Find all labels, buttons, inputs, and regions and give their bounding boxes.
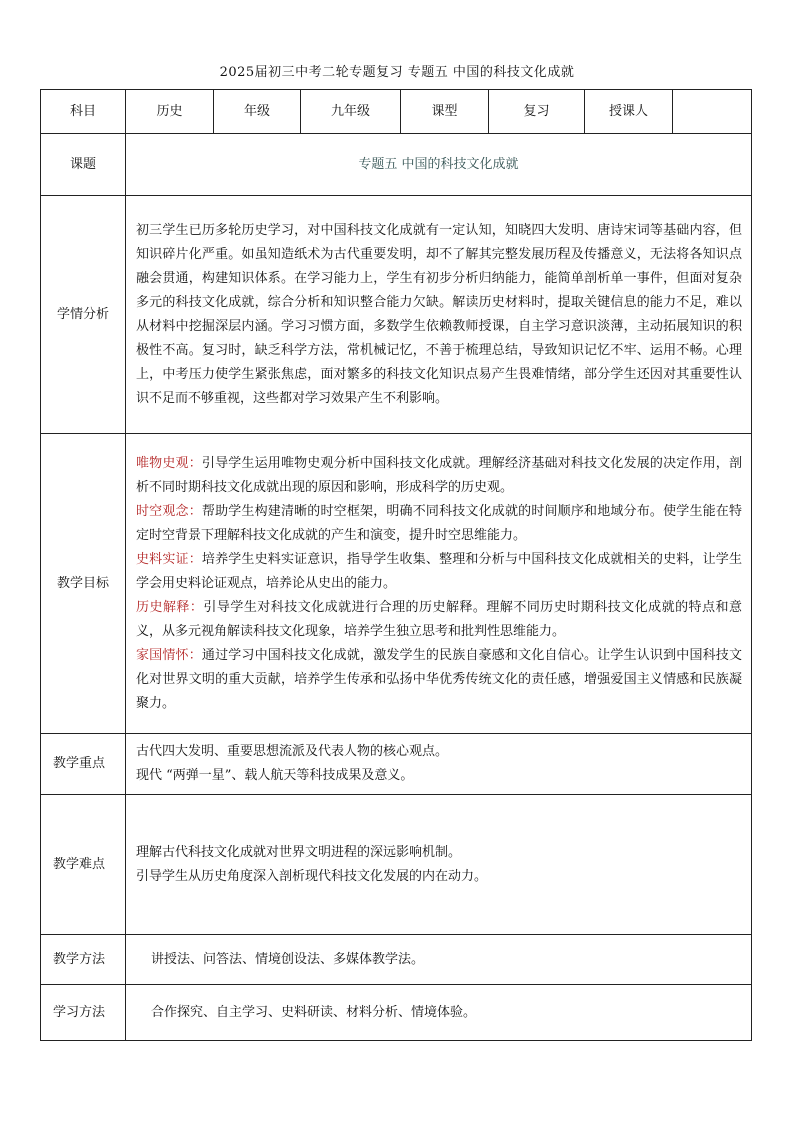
goal-key: 家国情怀： (136, 647, 202, 663)
student-analysis-row (41, 196, 752, 434)
student-analysis-text: 初三学生已历多轮历史学习，对中国科技文化成就有一定认知，知晓四大发明、唐诗宋词等基础内容，但知识碎片化严重。如虽知造纸术为古代重要发明，却不了解其完整发展历程及传播意义，无法将各知识点融会贯通，构建知识体系。在学习能力上，学生有初步分析归纳能力，能简单剖析单一事件，但面对复杂多元的科技文化成就，综合分析和知识整合能力欠缺。解读历史材料时，提取关键信息的能力不足，难以从材料中挖掘深层内涵。学习习惯方面，多数学生依赖教师授课，自主学习意识淡薄，主动拓展知识的积极性不高。复习时，缺乏科学方法，常机械记忆，不善于梳理总结，导致知识记忆不牢、运用不畅。心理上，中考压力使学生紧张焦虑，面对繁多的科技文化知识点易产生畏难情绪，部分学生还因对其重要性认识不足而不够重视，这些都对学习效果产生不利影响。 (126, 196, 752, 434)
topic-label: 课题 (41, 134, 126, 196)
subject-value: 历史 (126, 90, 214, 134)
key-points-row (41, 734, 752, 795)
teaching-goals-label: 教学目标 (41, 434, 126, 734)
lesson-type-label: 课型 (401, 90, 489, 134)
teaching-goals-row (41, 434, 752, 734)
goal-item (136, 596, 742, 644)
goal-text: 引导学生对科技文化成就进行合理的历史解释。理解不同历史时期科技文化成就的特点和意义，从多元视角解读科技文化现象，培养学生独立思考和批判性思维能力。 (136, 599, 742, 639)
goal-key: 历史解释： (136, 599, 204, 615)
learning-methods-row (41, 985, 752, 1041)
teaching-methods-row (41, 935, 752, 985)
grade-value: 九年级 (301, 90, 401, 134)
goal-key: 时空观念： (136, 503, 202, 519)
key-point-line: 古代四大发明、重要思想流派及代表人物的核心观点。 (136, 744, 449, 759)
student-analysis-label: 学情分析 (41, 196, 126, 434)
difficult-points-content (126, 795, 752, 935)
grade-label: 年级 (214, 90, 301, 134)
learning-methods-label: 学习方法 (41, 985, 126, 1041)
difficult-points-label: 教学难点 (41, 795, 126, 935)
teacher-value (673, 90, 752, 134)
difficult-points-row (41, 795, 752, 935)
difficult-point-line: 引导学生从历史角度深入剖析现代科技文化发展的内在动力。 (136, 868, 488, 884)
key-point-line: 现代 “两弹一星”、载人航天等科技成果及意义。 (136, 768, 414, 783)
teaching-goals-content (126, 434, 752, 734)
goal-item (136, 644, 742, 716)
page-title: 2025届初三中考二轮专题复习 专题五 中国的科技文化成就 (219, 65, 575, 80)
key-points-content (126, 734, 752, 795)
goal-text: 帮助学生构建清晰的时空框架，明确不同科技文化成就的时间顺序和地域分布。使学生能在特定时空背景下理解科技文化成就的产生和演变，提升时空思维能力。 (136, 503, 742, 543)
goal-text: 通过学习中国科技文化成就，激发学生的民族自豪感和文化自信心。让学生认识到中国科技文化对世界文明的重大贡献，培养学生传承和弘扬中华优秀传统文化的责任感，增强爱国主义情感和民族凝聚力。 (136, 647, 742, 711)
header-row (41, 90, 752, 134)
teacher-label: 授课人 (585, 90, 673, 134)
learning-methods-text: 合作探究、自主学习、史料研读、材料分析、情境体验。 (126, 985, 752, 1041)
subject-label: 科目 (41, 90, 126, 134)
goal-item (136, 548, 742, 596)
goal-item (136, 500, 742, 548)
topic-value: 专题五 中国的科技文化成就 (126, 134, 752, 196)
goal-key: 史料实证： (136, 551, 202, 567)
teaching-methods-text: 讲授法、问答法、情境创设法、多媒体教学法。 (126, 935, 752, 985)
topic-row (41, 134, 752, 196)
goal-key: 唯物史观： (136, 455, 202, 471)
lesson-type-value: 复习 (489, 90, 585, 134)
difficult-point-line: 理解古代科技文化成就对世界文明进程的深远影响机制。 (136, 844, 462, 860)
teaching-methods-label: 教学方法 (41, 935, 126, 985)
goal-text: 培养学生史料实证意识，指导学生收集、整理和分析与中国科技文化成就相关的史料，让学生学会用史料论证观点，培养论从史出的能力。 (136, 551, 742, 591)
key-points-label: 教学重点 (41, 734, 126, 795)
goal-item (136, 452, 742, 500)
lesson-plan-table (40, 89, 752, 1041)
goal-text: 引导学生运用唯物史观分析中国科技文化成就。理解经济基础对科技文化发展的决定作用，剖析不同时期科技文化成就出现的原因和影响，形成科学的历史观。 (136, 455, 742, 495)
